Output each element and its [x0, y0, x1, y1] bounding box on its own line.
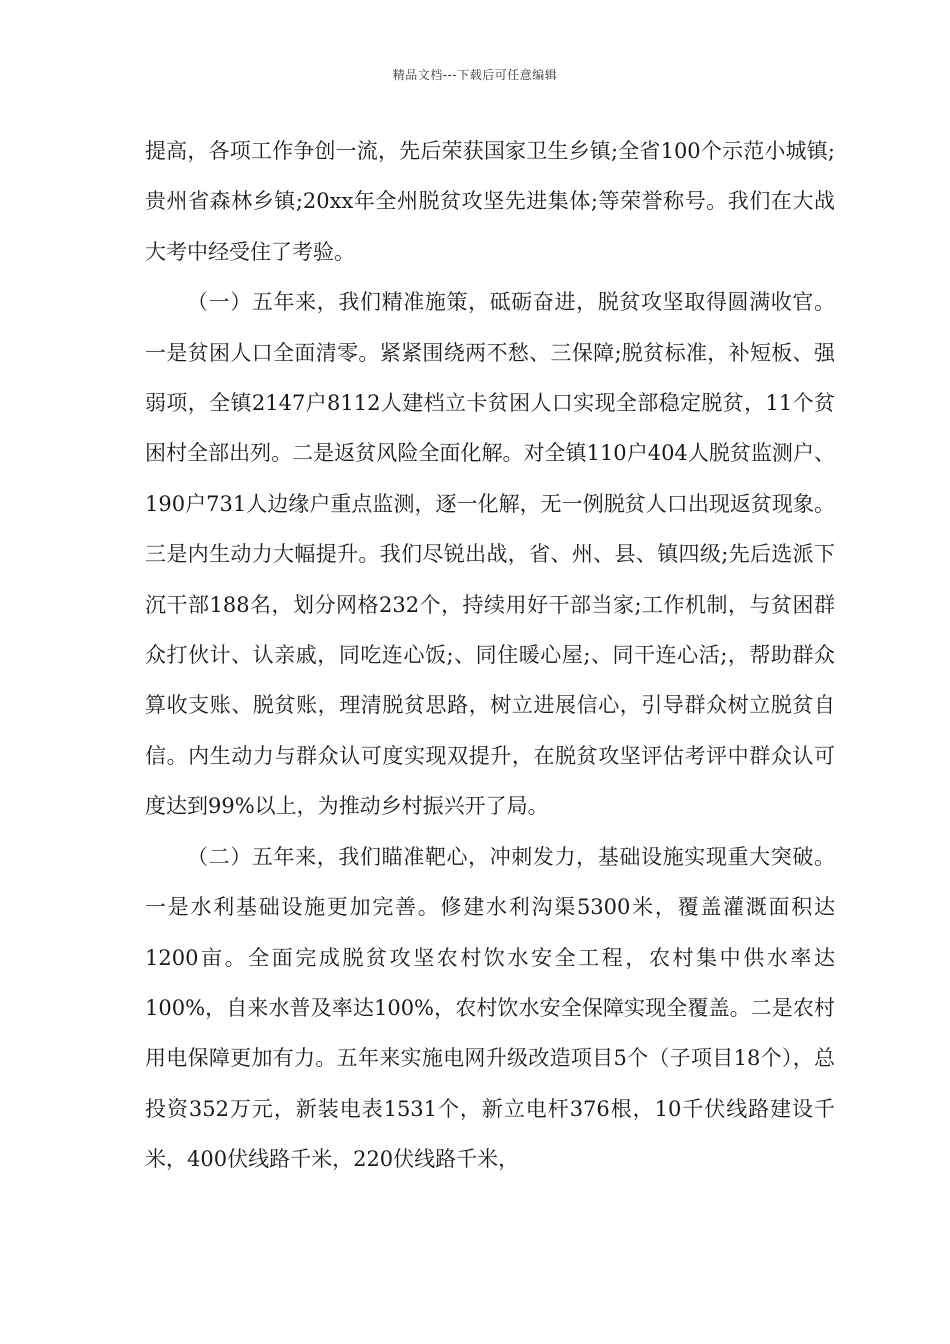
paragraph-poverty-alleviation: （一）五年来，我们精准施策，砥砺奋进，脱贫攻坚取得圆满收官。一是贫困人口全面清零。紧紧围绕两不愁、三保障;脱贫标准，补短板、强弱项，全镇2147户8112人建档立卡贫困人口实现全部稳定脱贫，11个贫困村全部出列。二是返贫风险全面化解。对全镇110户404人脱贫监测户、190户731人边缘户重点监测，逐一化解，无一例脱贫人口出现返贫现象。三是内生动力大幅提升。我们尽锐出战，省、州、县、镇四级;先后选派下沉干部188名，划分网格232个，持续用好干部当家;工作机制，与贫困群众打伙计、认亲戚，同吃连心饭;、同住暖心屋;、同干连心活;，帮助群众算收支账、脱贫账，理清脱贫思路，树立进展信心，引导群众树立脱贫自信。内生动力与群众认可度实现双提升，在脱贫攻坚评估考评中群众认可度达到99%以上，为推动乡村振兴开了局。	[145, 290, 835, 819]
paragraph-infrastructure: （二）五年来，我们瞄准靶心，冲刺发力，基础设施实现重大突破。一是水利基础设施更加完善。修建水利沟渠5300米，覆盖灌溉面积达1200亩。全面完成脱贫攻坚农村饮水安全工程，农村集中供水率达100%，自来水普及率达100%，农村饮水安全保障实现全覆盖。二是农村用电保障更加有力。五年来实施电网升级改造项目5个（子项目18个），总投资352万元，新装电表1531个，新立电杆376根，10千伏线路建设千米，400伏线路千米，220伏线路千米，	[145, 844, 835, 1172]
paragraph-continuation: 提高，各项工作争创一流，先后荣获国家卫生乡镇;全省100个示范小城镇;贵州省森林乡镇;20xx年全州脱贫攻坚先进集体;等荣誉称号。我们在大战大考中经受住了考验。	[145, 139, 835, 264]
page-header: 精品文档---下载后可任意编辑	[392, 68, 558, 82]
document-body	[145, 126, 835, 1185]
